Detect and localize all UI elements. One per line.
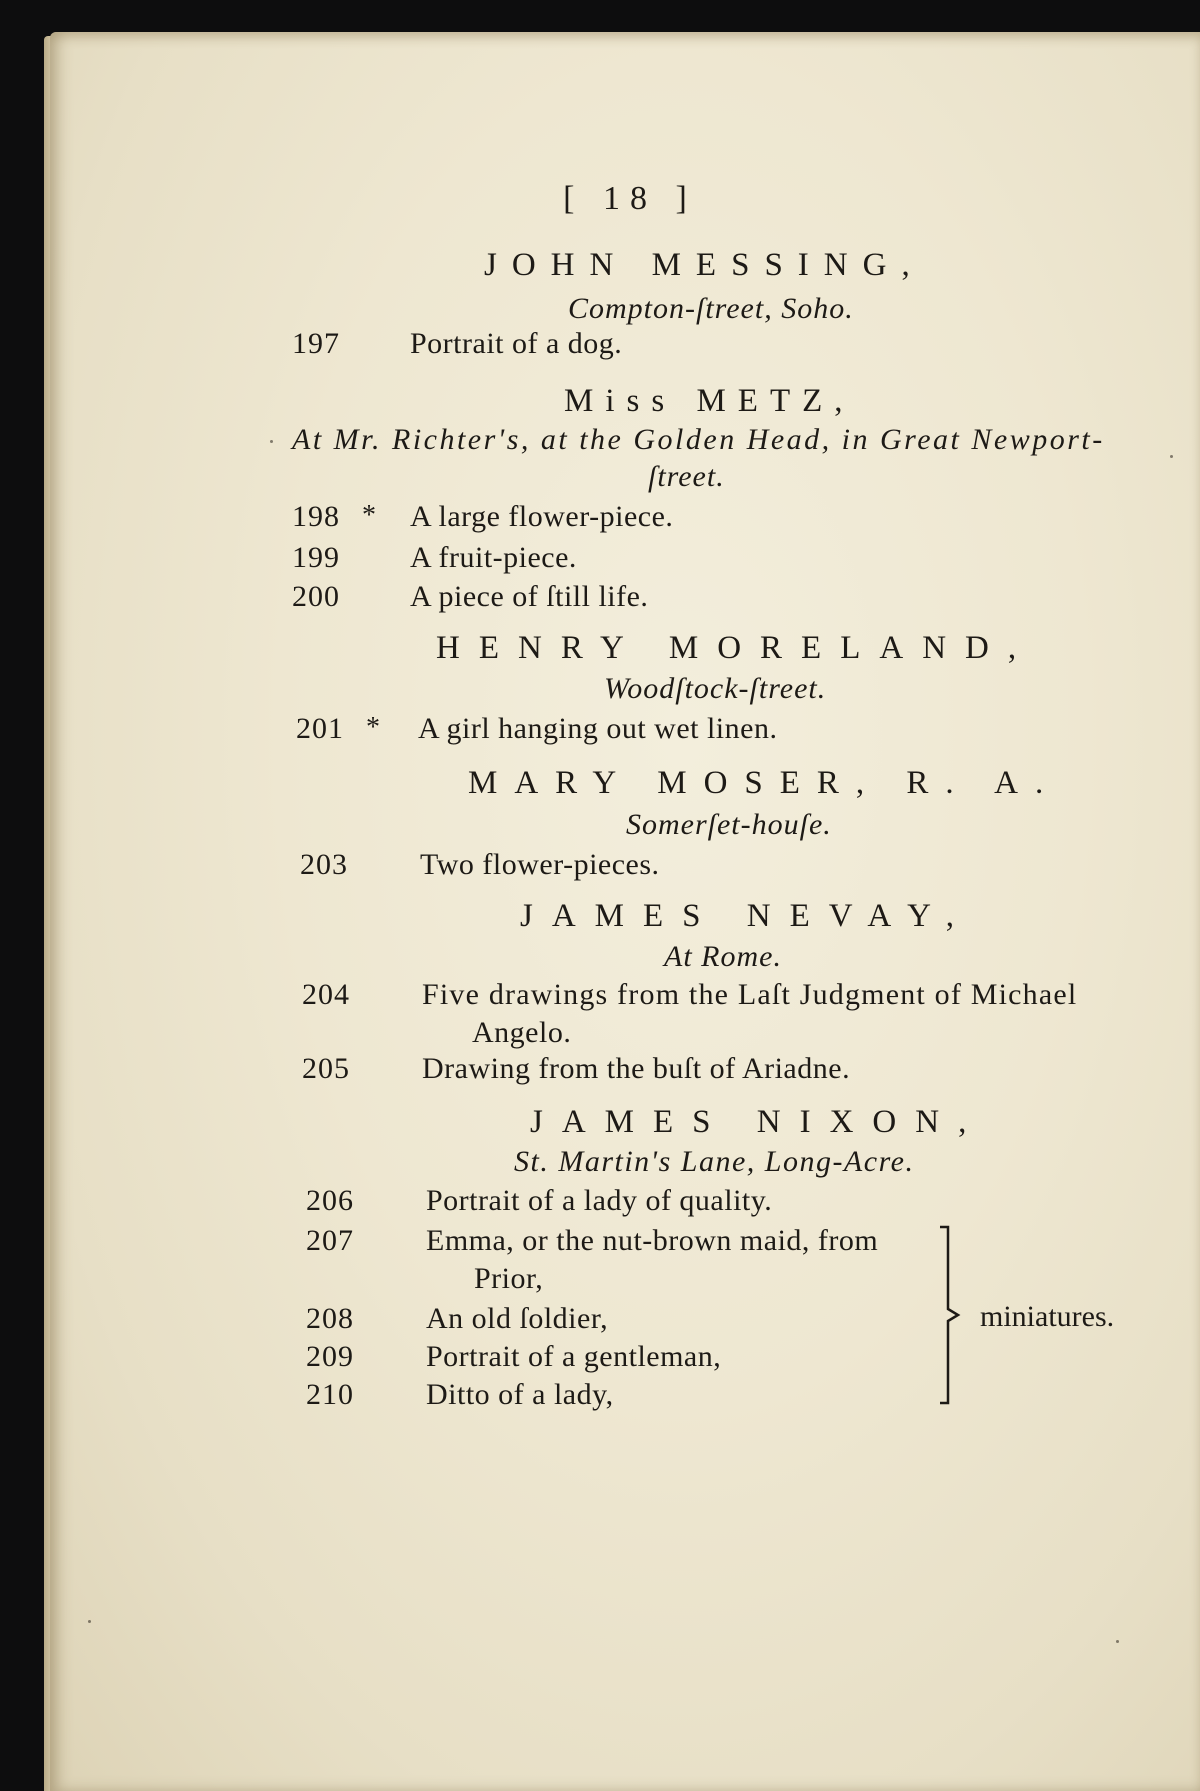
entry-text: Portrait of a dog.: [410, 327, 623, 360]
artist-address-continued: ſtreet.: [648, 460, 725, 493]
curly-brace: [938, 1225, 962, 1405]
star-mark: *: [366, 712, 380, 743]
entry-text: Portrait of a lady of quality.: [426, 1184, 773, 1217]
entry-number: 204: [302, 978, 350, 1011]
entry-number: 198: [292, 500, 340, 533]
artist-name: MARY MOSER, R. A.: [468, 765, 1061, 801]
artist-name: JOHN MESSING,: [484, 247, 925, 283]
entry-number: 205: [302, 1052, 350, 1085]
entry-number: 203: [300, 848, 348, 881]
entry-number: 207: [306, 1224, 354, 1257]
entry-number: 210: [306, 1378, 354, 1411]
entry-text: Ditto of a lady,: [426, 1378, 614, 1411]
entry-text: Two flower-pieces.: [420, 848, 660, 881]
page-number: [ 18 ]: [563, 180, 697, 217]
entry-text: A girl hanging out wet linen.: [418, 712, 778, 745]
entry-number: 208: [306, 1302, 354, 1335]
artist-address: Somerſet-houſe.: [626, 808, 832, 841]
entry-text: Emma, or the nut-brown maid, from: [426, 1224, 879, 1257]
paper-speck: [270, 440, 273, 443]
paper-speck: [1116, 1640, 1119, 1643]
entry-number: 200: [292, 580, 340, 613]
entry-text: Five drawings from the Laſt Judgment of Michael: [422, 978, 1078, 1011]
entry-text-continued: Angelo.: [472, 1016, 572, 1049]
entry-number: 201: [296, 712, 344, 745]
paper-speck: [88, 1620, 91, 1623]
entry-text-continued: Prior,: [474, 1262, 544, 1295]
entry-text: Drawing from the buſt of Ariadne.: [422, 1052, 851, 1085]
entry-text: A fruit-piece.: [410, 541, 577, 574]
artist-address: St. Martin's Lane, Long-Acre.: [514, 1145, 915, 1178]
artist-address: Compton-ſtreet, Soho.: [568, 292, 854, 325]
brace-label: miniatures.: [980, 1300, 1115, 1333]
entry-text: An old ſoldier,: [426, 1302, 609, 1335]
artist-name: Miss METZ,: [564, 383, 855, 419]
entry-number: 206: [306, 1184, 354, 1217]
entry-text: A piece of ſtill life.: [410, 580, 649, 613]
entry-number: 197: [292, 327, 340, 360]
star-mark: *: [362, 500, 376, 531]
artist-address: At Mr. Richter's, at the Golden Head, in Great Newport-: [292, 423, 1105, 456]
artist-name: HENRY MORELAND,: [436, 630, 1036, 666]
entry-number: 209: [306, 1340, 354, 1373]
entry-text: Portrait of a gentleman,: [426, 1340, 722, 1373]
entry-number: 199: [292, 541, 340, 574]
artist-address: At Rome.: [664, 940, 782, 973]
artist-address: Woodſtock-ſtreet.: [604, 672, 827, 705]
entry-text: A large flower-piece.: [410, 500, 674, 533]
paper-speck: [1170, 455, 1173, 458]
artist-name: JAMES NEVAY,: [520, 898, 973, 934]
artist-name: JAMES NIXON,: [530, 1104, 986, 1140]
